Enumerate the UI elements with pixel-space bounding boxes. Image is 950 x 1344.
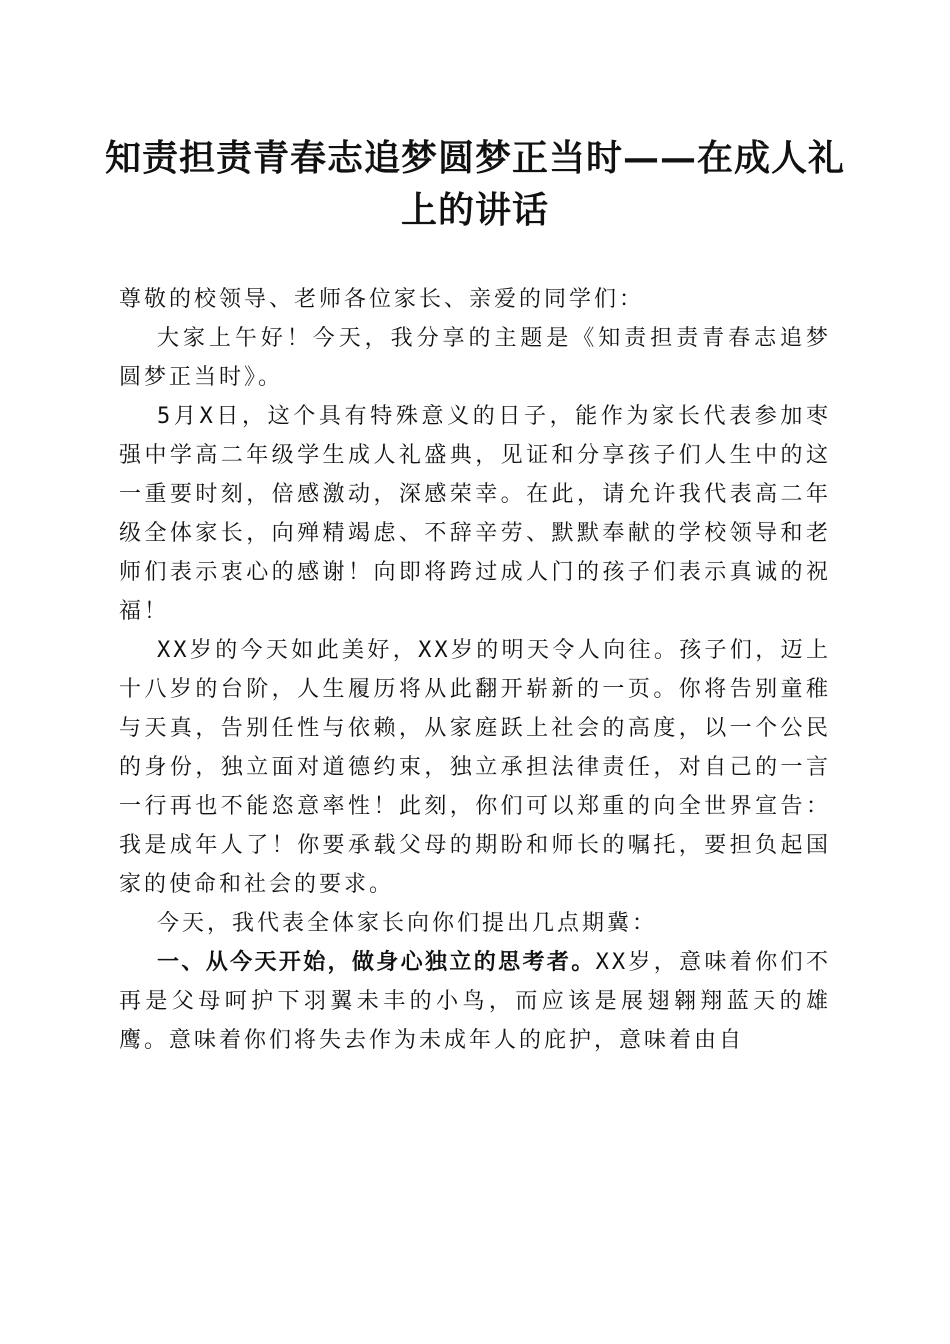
paragraph-coming-of-age: XX岁的今天如此美好，XX岁的明天令人向往。孩子们，迈上十八岁的台阶，人生履历将从此翻开崭新的一页。你将告别童稚与天真，告别任性与依赖，从家庭跃上社会的高度，以一个公民的身份，独立面对道德约束，独立承担法律责任，对自己的一言一行再也不能恣意率性！此刻，你们可以郑重的向全世界宣告：我是成年人了！你要承载父母的期盼和师长的嘱托，要担负起国家的使命和社会的要求。 bbox=[119, 638, 831, 897]
paragraph-expectations-intro: 今天，我代表全体家长向你们提出几点期冀： bbox=[157, 911, 658, 936]
document-body bbox=[119, 280, 831, 1060]
paragraph-thanks: 5月X日，这个具有特殊意义的日子，能作为家长代表参加枣强中学高二年级学生成人礼盛典，见证和分享孩子们人生中的这一重要时刻，倍感激动，深感荣幸。在此，请允许我代表高二年级全体家长，向殚精竭虑、不辞辛劳、默默奉献的学校领导和老师们表示衷心的感谢！向即将跨过成人门的孩子们表示真诚的祝福！ bbox=[119, 404, 831, 624]
document-title: 知责担责青春志追梦圆梦正当时——在成人礼上的讲话 bbox=[104, 137, 845, 231]
paragraph-point-one bbox=[119, 943, 831, 1060]
salutation: 尊敬的校领导、老师各位家长、亲爱的同学们： bbox=[119, 287, 645, 312]
point-one-text: XX岁，意味着你们不再是父母呵护下羽翼未丰的小鸟，而应该是展翅翱翔蓝天的雄鹰。意味着你们将失去作为未成年人的庇护，意味着由自 bbox=[119, 950, 831, 1053]
paragraph-opening: 大家上午好！今天，我分享的主题是《知责担责青春志追梦圆梦正当时》。 bbox=[119, 326, 831, 390]
point-one-heading: 一、从今天开始，做身心独立的思考者。 bbox=[157, 950, 596, 975]
